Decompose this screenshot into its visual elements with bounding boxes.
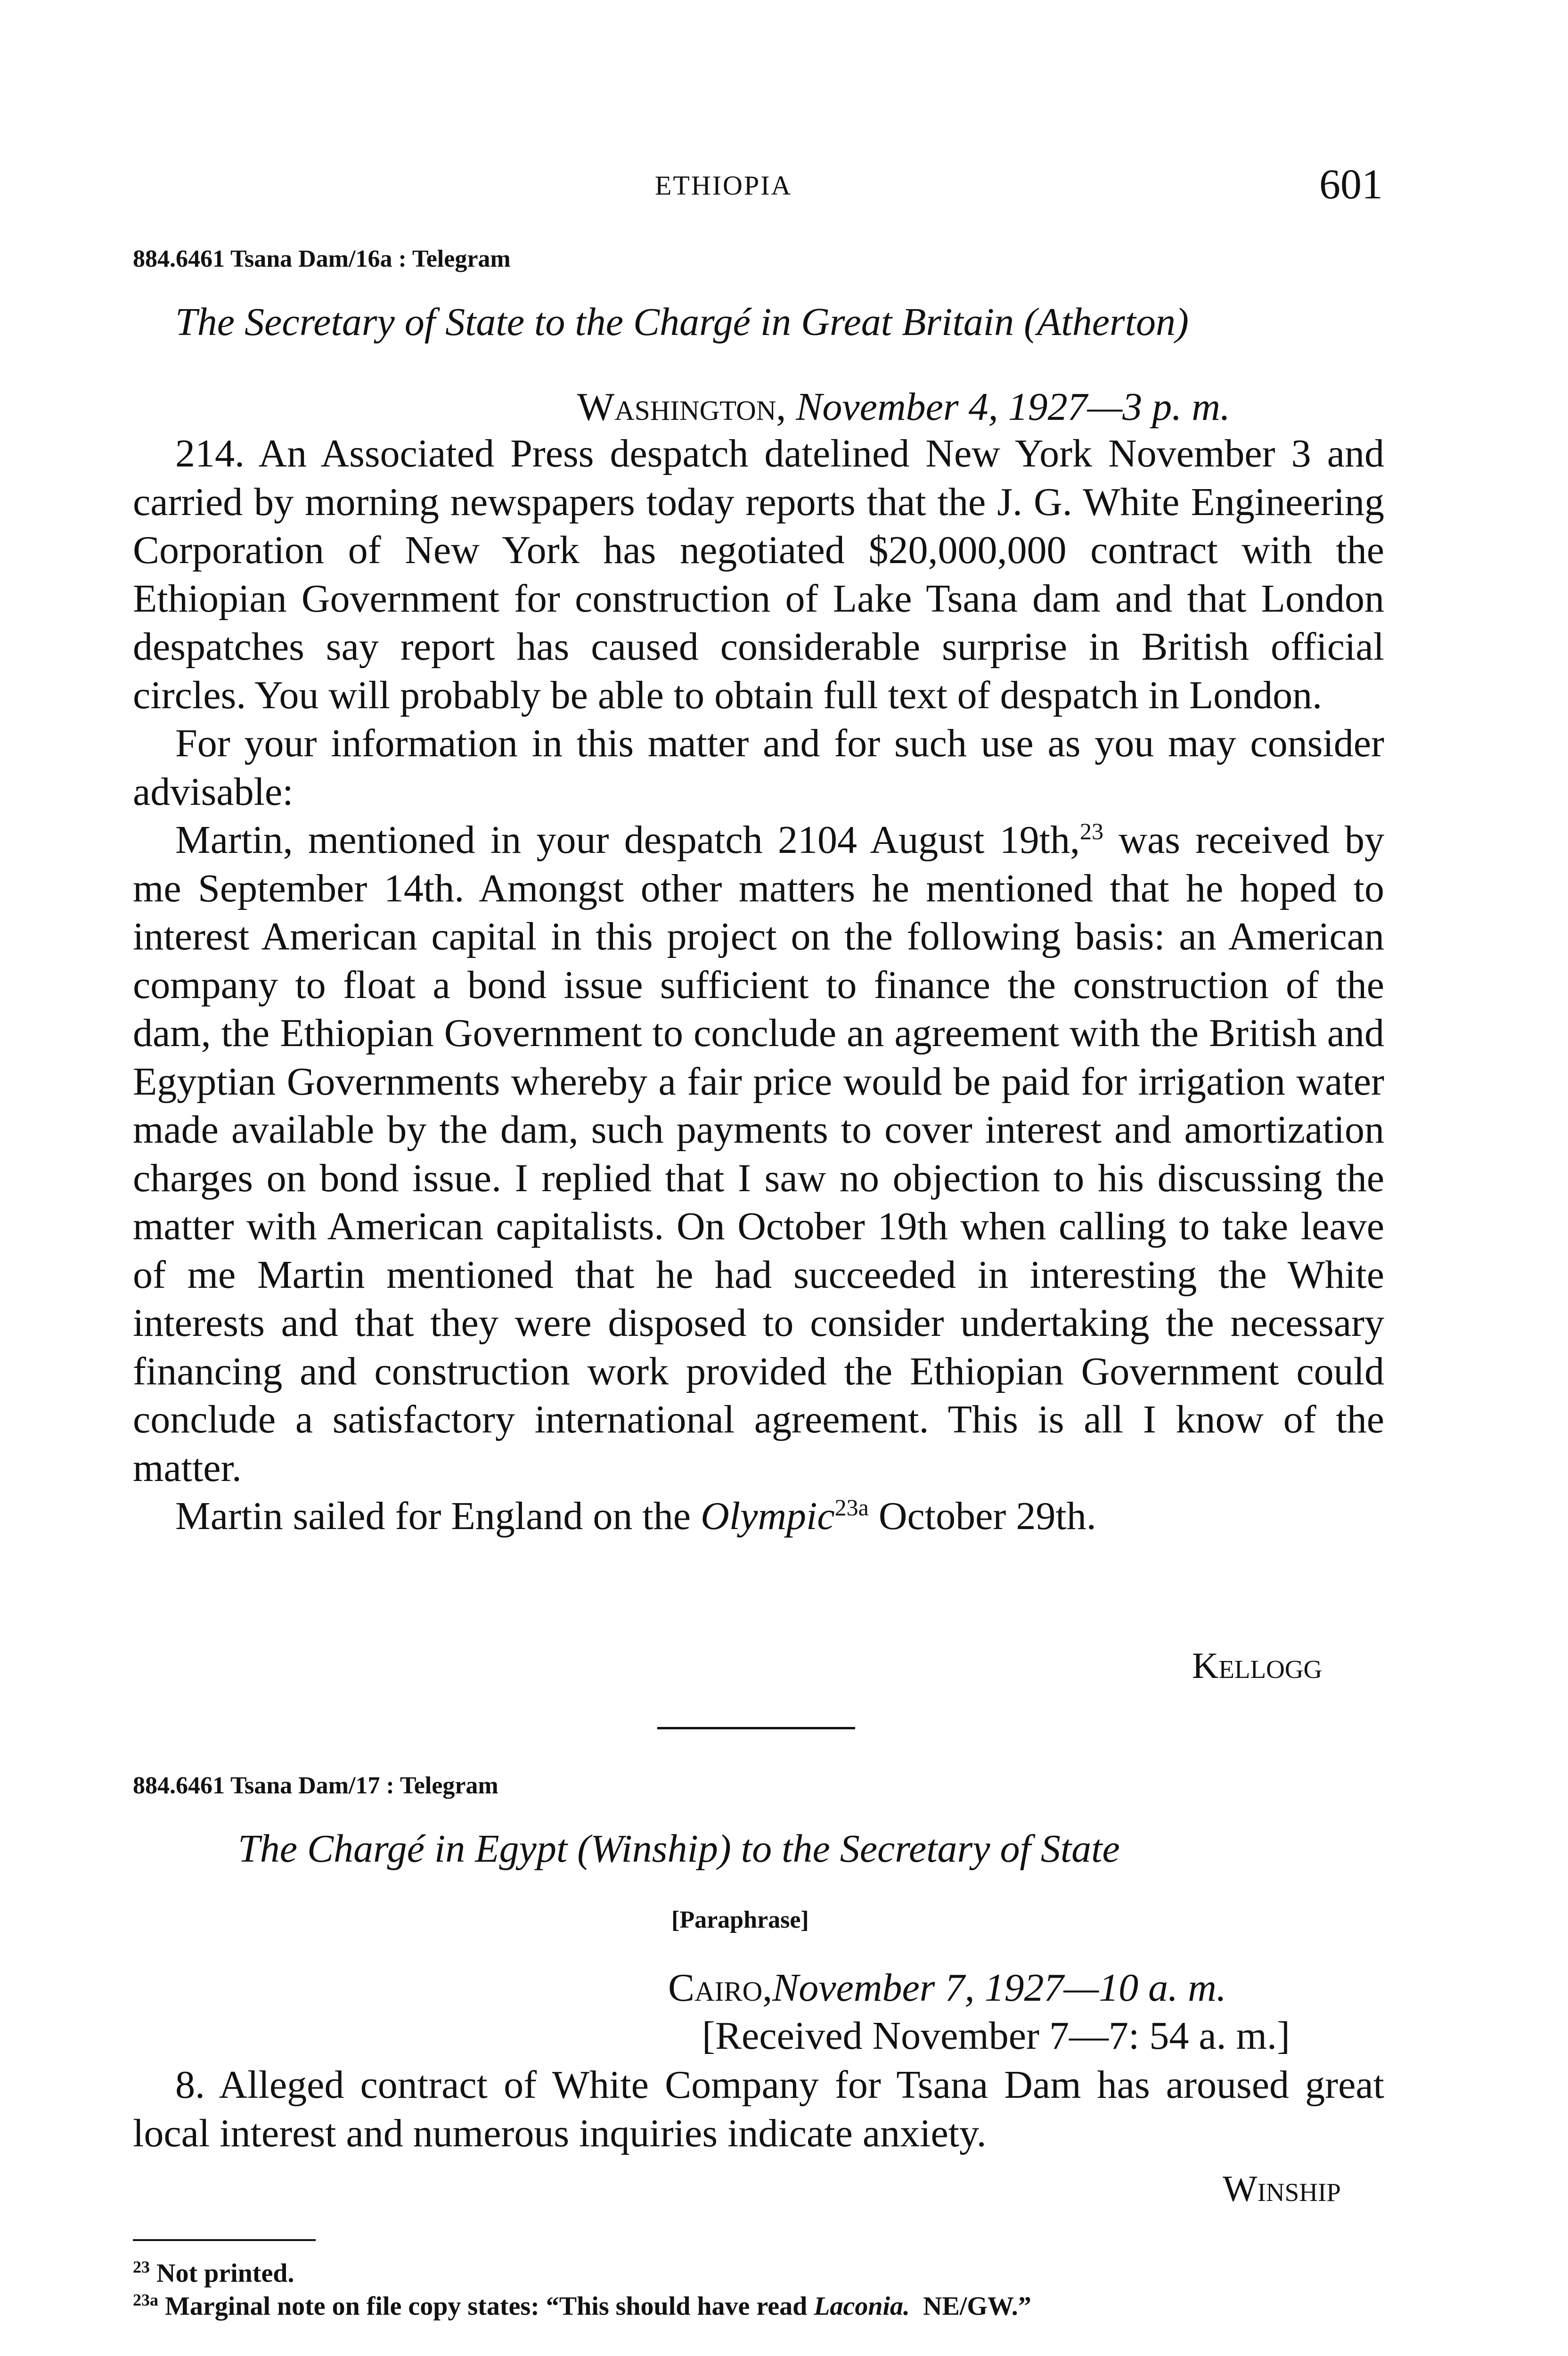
document-heading-2: The Chargé in Egypt (Winship) to the Secretary of State	[238, 1827, 1120, 1871]
footnote-ship-laconia: Laconia.	[814, 2291, 910, 2321]
footnote-text-23a-end: NE/GW.”	[910, 2291, 1031, 2321]
sailed-text-end: October 29th.	[868, 1494, 1096, 1538]
running-title: ETHIOPIA	[655, 170, 792, 201]
telegram-body-2	[133, 2061, 1384, 2158]
ship-name-olympic: Olympic	[701, 1494, 835, 1538]
paragraph-sailed	[133, 1492, 1384, 1541]
dateline-place-1: Washington,	[577, 385, 786, 429]
martin-text-start: Martin, mentioned in your despatch 2104 August 19th,	[175, 818, 1080, 862]
dateline-date-1: November 4, 1927—3 p. m.	[796, 385, 1230, 429]
dateline-date-2: November 7, 1927—10 a. m.	[772, 1966, 1226, 2010]
footnote-text-23: Not printed.	[156, 2258, 294, 2288]
paragraph-214: 214. An Associated Press despatch datelined New York November 3 and carried by morning newspapers today reports that the J. G. White Engineering Corporation of New York has negotiated $20,000,000 contract with the Ethiopian Government for construction of Lake Tsana dam and that London despatches say report has caused considerable surprise in British official circles. You will probably be able to obtain full text of despatch in London.	[133, 432, 1384, 717]
footnote-23a	[133, 2290, 1031, 2322]
paragraph-8: 8. Alleged contract of White Company for Tsana Dam has aroused great local interest and numerous inquiries indicate anxiety.	[133, 2063, 1384, 2155]
footnote-mark-23a: 23a	[133, 2291, 158, 2309]
dateline-1	[577, 384, 1230, 430]
telegram-body-1	[133, 430, 1384, 1541]
paragraph-martin	[133, 816, 1384, 1492]
file-reference-2: 884.6461 Tsana Dam/17 : Telegram	[133, 1772, 498, 1799]
footnote-ref-23a: 23a	[834, 1494, 869, 1521]
file-reference-1: 884.6461 Tsana Dam/16a : Telegram	[133, 245, 511, 272]
sailed-text-start: Martin sailed for England on the	[175, 1494, 701, 1538]
received-line: [Received November 7—7: 54 a. m.]	[702, 2014, 1290, 2058]
martin-text-end: was received by me September 14th. Amongst other matters he mentioned that he hoped to interest American capital in this project on the following basis: an American company to float a bond issue sufficient to finance the construction of the dam, the Ethiopian Government to conclude an agreement with the British and Egyptian Governments whereby a fair price would be paid for irrigation water made available by the dam, such payments to cover interest and amortization charges on bond issue. I replied that I saw no objection to his discussing the matter with American capitalists. On October 19th when calling to take leave of me Martin mentioned that he had succeeded in interesting the White interests and that they were disposed to consider undertaking the necessary financing and construction work provided the Ethiopian Government could conclude a satisfactory international agreement. This is all I know of the matter.	[133, 818, 1385, 1490]
document-heading-1: The Secretary of State to the Chargé in Great Britain (Atherton)	[175, 300, 1189, 344]
paraphrase-label: [Paraphrase]	[671, 1906, 809, 1933]
paragraph-information: For your information in this matter and for such use as you may consider advisable:	[133, 721, 1384, 814]
signature-winship: Winship	[1223, 2168, 1341, 2209]
footnote-rule	[133, 2239, 316, 2241]
footnote-23	[133, 2257, 294, 2289]
footnote-ref-23: 23	[1079, 818, 1103, 844]
signature-kellogg: Kellogg	[1192, 1645, 1323, 1686]
footnote-text-23a-start: Marginal note on file copy states: “This should have read	[165, 2291, 814, 2321]
section-divider	[657, 1727, 855, 1729]
page-number: 601	[1319, 161, 1383, 208]
dateline-place-2: Cairo,	[668, 1966, 773, 2010]
footnote-mark-23: 23	[133, 2258, 150, 2276]
dateline-2	[668, 1965, 1226, 2011]
